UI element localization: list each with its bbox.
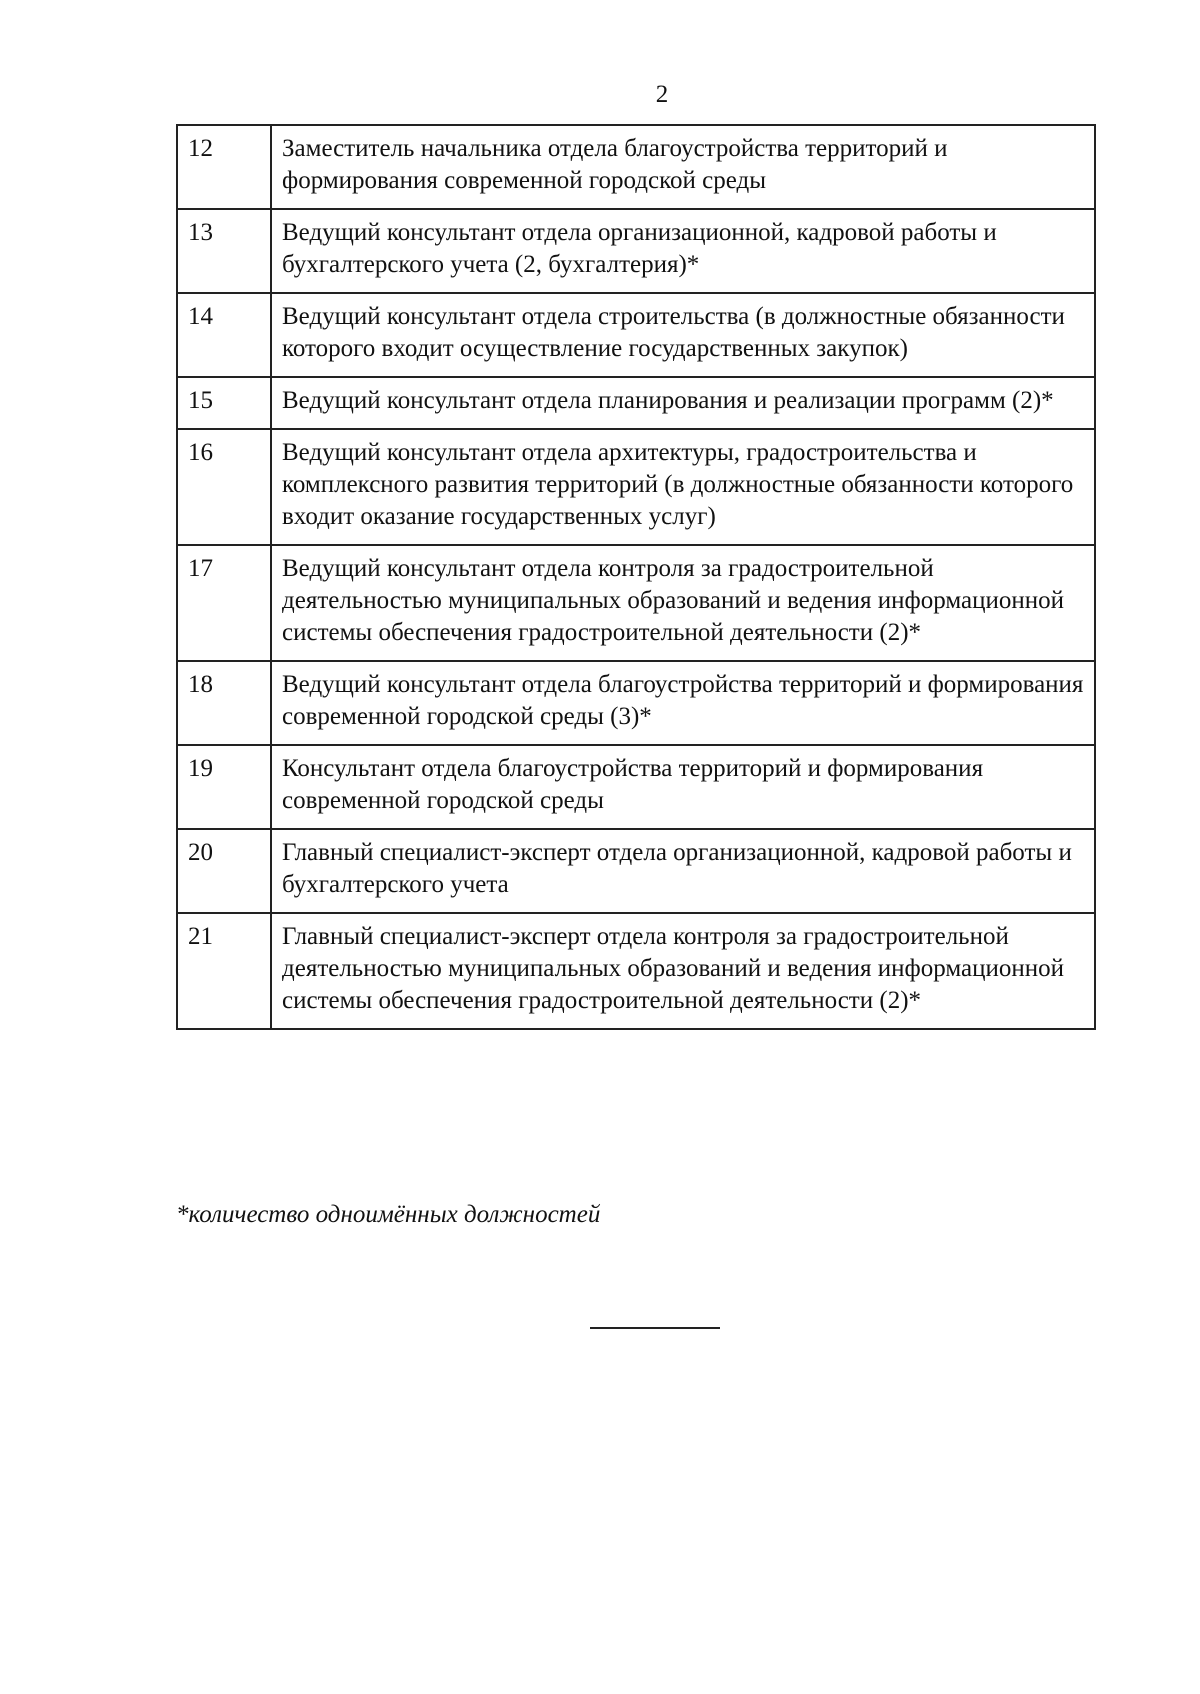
row-number: 13 [177, 209, 271, 293]
page-number: 2 [655, 81, 669, 108]
position-title: Ведущий консультант отдела планирования и реализации программ (2)* [271, 377, 1095, 429]
position-title: Ведущий консультант отдела благоустройства территорий и формирования современной городской среды (3)* [271, 661, 1095, 745]
row-number: 20 [177, 829, 271, 913]
footnote: *количество одноимённых должностей [176, 1201, 601, 1228]
table-row [177, 377, 1095, 429]
table-row [177, 293, 1095, 377]
positions-table [176, 124, 1096, 1030]
row-number: 21 [177, 913, 271, 1029]
table-row [177, 209, 1095, 293]
row-number: 15 [177, 377, 271, 429]
position-title: Главный специалист-эксперт отдела организационной, кадровой работы и бухгалтерского учета [271, 829, 1095, 913]
table-row [177, 829, 1095, 913]
table-row [177, 913, 1095, 1029]
table-row [177, 661, 1095, 745]
end-rule [590, 1327, 720, 1329]
row-number: 18 [177, 661, 271, 745]
row-number: 16 [177, 429, 271, 545]
position-title: Ведущий консультант отдела строительства (в должностные обязанности которого входит осуществление государственных закупок) [271, 293, 1095, 377]
table-row [177, 745, 1095, 829]
position-title: Консультант отдела благоустройства территорий и формирования современной городской среды [271, 745, 1095, 829]
position-title: Ведущий консультант отдела контроля за градостроительной деятельностью муниципальных образований и ведения информационной системы обеспечения градостроительной деятельности (2)* [271, 545, 1095, 661]
position-title: Заместитель начальника отдела благоустройства территорий и формирования современной городской среды [271, 125, 1095, 209]
position-title: Главный специалист-эксперт отдела контроля за градостроительной деятельностью муниципальных образований и ведения информационной системы обеспечения градостроительной деятельности (2)* [271, 913, 1095, 1029]
position-title: Ведущий консультант отдела организационной, кадровой работы и бухгалтерского учета (2, бухгалтерия)* [271, 209, 1095, 293]
row-number: 19 [177, 745, 271, 829]
table-row [177, 545, 1095, 661]
row-number: 12 [177, 125, 271, 209]
row-number: 17 [177, 545, 271, 661]
position-title: Ведущий консультант отдела архитектуры, градостроительства и комплексного развития территорий (в должностные обязанности которого входит оказание государственных услуг) [271, 429, 1095, 545]
row-number: 14 [177, 293, 271, 377]
table-row [177, 125, 1095, 209]
table-row [177, 429, 1095, 545]
